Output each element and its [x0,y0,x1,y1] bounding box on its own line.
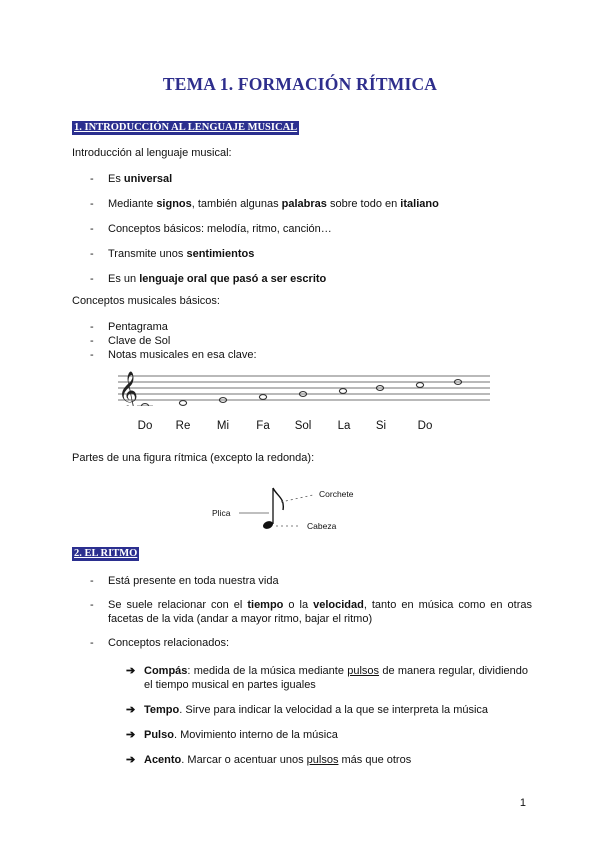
staff-svg [118,370,490,406]
list-item: - Pentagrama [72,320,532,334]
note-figure [205,484,375,536]
list-item: - Mediante signos, también algunas palabras sobre todo en italiano [72,197,532,211]
list-item: - Conceptos básicos: melodía, ritmo, canción… [72,222,532,236]
plica-label: Plica [212,508,231,518]
note-do-high [416,383,423,388]
rhythm-list [72,574,532,660]
arrow-icon: ➔ [126,729,136,741]
list-item: - Está presente en toda nuestra vida [72,574,532,588]
list-item: - Notas musicales en esa clave: [72,348,532,362]
cabeza-label: Cabeza [307,521,337,531]
note-label: Do [417,420,433,432]
concept-item: ➔ Tempo. Sirve para indicar la velocidad a la que se interpreta la música [126,704,489,716]
list-item: - Conceptos relacionados: [72,636,532,650]
arrow-icon: ➔ [126,754,136,766]
note-label: La [337,420,351,432]
note-re [179,401,186,406]
list-item: - Es universal [72,172,532,186]
concept-item: ➔ Compás: medida de la música mediante pulsos de manera regular, dividiendo el tiempo musical en partes iguales [126,665,528,691]
note-label: Si [375,420,387,432]
music-staff [118,370,490,406]
list-item: - Se suele relacionar con el tiempo o la velocidad, tanto en música como en otras facetas de la vida (andar a mayor ritmo, bajar el ritmo) [72,598,532,626]
note-do [141,404,148,406]
arrow-icon: ➔ [126,665,136,677]
concepts-paragraph: Conceptos musicales básicos: [72,295,220,307]
concepts-list [72,320,532,362]
note-label: Re [175,420,191,432]
note-labels [118,420,490,436]
note-label: Do [137,420,153,432]
list-item: - Es un lenguaje oral que pasó a ser escrito [72,272,532,286]
treble-clef-icon: 𝄞 [118,371,139,406]
note-fa [259,395,266,400]
note-la [339,389,346,394]
related-concepts-list [126,664,528,778]
parts-paragraph: Partes de una figura rítmica (excepto la redonda): [72,452,315,464]
intro-paragraph: Introducción al lenguaje musical: [72,147,232,159]
list-item: - Clave de Sol [72,334,532,348]
intro-list [72,172,532,297]
flag-path [273,488,283,510]
note-label: Mi [216,420,230,432]
page-title: TEMA 1. FORMACIÓN RÍTMICA [162,74,438,94]
note-label: Sol [294,420,312,432]
concept-item: ➔ Pulso. Movimiento interno de la música [126,729,338,741]
note-head [262,520,274,531]
corchete-label: Corchete [319,489,354,499]
arrow-icon: ➔ [126,704,136,716]
concept-item: ➔ Acento. Marcar o acentuar unos pulsos más que otros [126,754,412,766]
corchete-pointer [281,495,313,502]
section-heading-rhythm: 2. EL RITMO [74,548,138,559]
note-label: Fa [256,420,270,432]
section-heading-intro: 1. INTRODUCCIÓN AL LENGUAJE MUSICAL [74,122,298,133]
list-item: - Transmite unos sentimientos [72,247,532,261]
page-number: 1 [519,797,526,809]
